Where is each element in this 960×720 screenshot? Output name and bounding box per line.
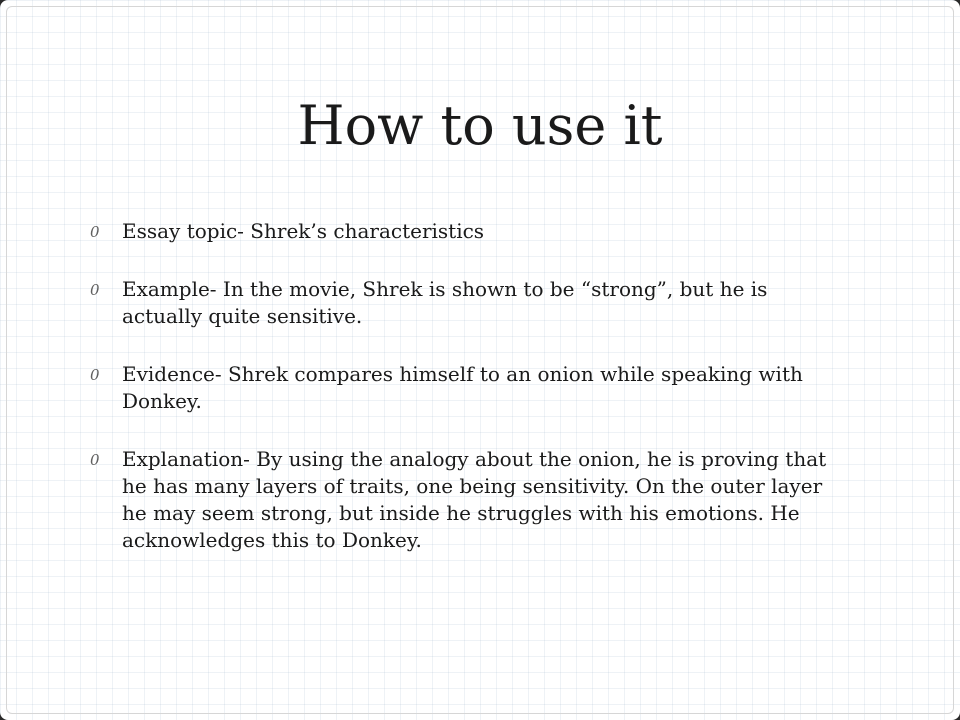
bullet-explanation	[88, 446, 828, 554]
bullet-marker: 0	[90, 366, 100, 384]
bullet-list	[88, 218, 828, 585]
bullet-evidence	[88, 361, 828, 415]
bullet-marker: 0	[90, 281, 100, 299]
bullet-marker: 0	[90, 451, 100, 469]
slide-title: How to use it	[297, 94, 663, 157]
bullet-marker: 0	[90, 223, 100, 241]
bullet-text: Explanation- By using the analogy about the onion, he is proving that he has many layers of traits, one being sensitivity. On the outer layer he may seem strong, but inside he struggles with his emotions. He acknowledges this to Donkey.	[122, 447, 827, 552]
bullet-essay-topic	[88, 218, 828, 245]
bullet-text: Evidence- Shrek compares himself to an onion while speaking with Donkey.	[122, 362, 803, 413]
bullet-text: Example- In the movie, Shrek is shown to be “strong”, but he is actually quite sensitive.	[122, 277, 768, 328]
bullet-example	[88, 276, 828, 330]
bullet-text: Essay topic- Shrek’s characteristics	[122, 219, 485, 243]
